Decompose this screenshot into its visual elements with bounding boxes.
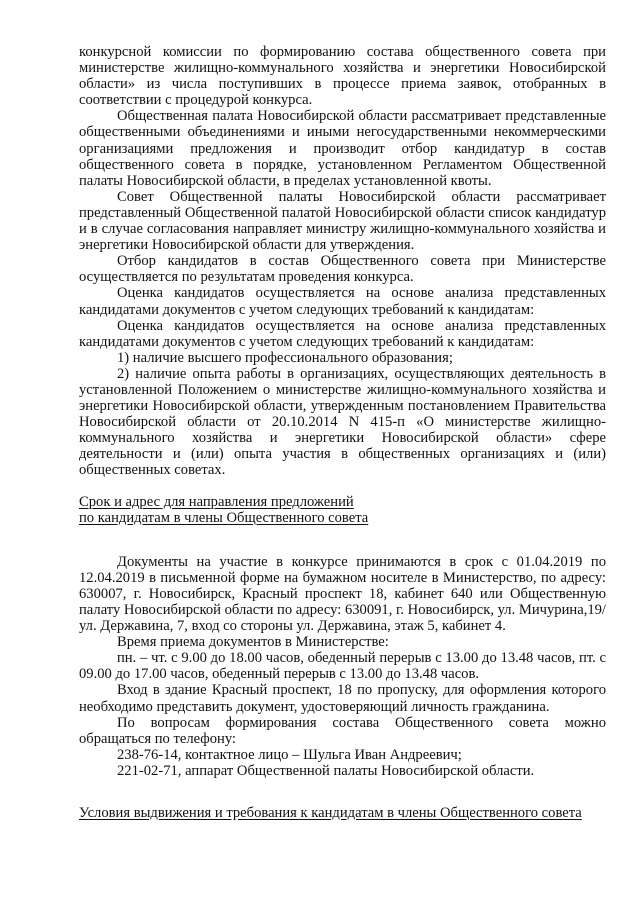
paragraph-commission-selection: конкурсной комиссии по формированию состава общественного совета при министерстве жилищно-коммунального хозяйства и энергетики Новосибирской области» из числа поступивших в процессе приема заявок, отобранных в соответствии с процедурой конкурса. (79, 44, 606, 109)
section-heading-line-2: по кандидатам в члены Общественного совета (79, 509, 369, 526)
contact-phone-2: 221-02-71, аппарат Общественной палаты Новосибирской области. (117, 762, 535, 779)
paragraph-reception-hours-title: Время приема документов в Министерстве: (117, 634, 389, 651)
paragraph-submission-dates: Документы на участие в конкурсе принимаются в срок с 01.04.2019 по 12.04.2019 в письменной форме на бумажном носителе в Министерство, по адресу: 630007, г. Новосибирск, Красный проспект 18, кабинет 640 или Общественную палату Новосибирской области по адресу: 630091, г. Новосибирск, ул. Мичурина,19/ ул. Державина, 7, вход со стороны ул. Державина, этаж 5, кабинет 4. (79, 553, 606, 635)
section-heading-line-1: Срок и адрес для направления предложений (79, 493, 354, 510)
spacer (79, 479, 606, 494)
requirement-item-experience: 2) наличие опыта работы в организациях, осуществляющих деятельность в установленной Положением о министерстве жилищно-коммунального хозяйства и энергетики Новосибирской области, утвержденным постановлением Правительства Новосибирской области от 20.10.2014 N 415-п «О министерстве жилищно-коммунального хозяйства и энергетики Новосибирской области» сфере деятельности и (или) опыта участия в общественных организациях и (или) общественных советах. (79, 365, 606, 479)
requirement-item-education: 1) наличие высшего профессионального образования; (117, 349, 453, 366)
spacer (79, 779, 606, 805)
contact-phone-1: 238-76-14, контактное лицо – Шульга Иван Андреевич; (117, 746, 462, 763)
paragraph-council-approval: Совет Общественной палаты Новосибирской области рассматривает представленный Общественной палатой Новосибирской области список кандидатур и в случае согласования направляет министру жилищно-коммунального хозяйства и энергетики Новосибирской области для утверждения. (79, 188, 606, 254)
paragraph-reception-hours: пн. – чт. с 9.00 до 18.00 часов, обеденный перерыв с 13.00 до 13.48 часов, пт. с 09.00 до 17.00 часов, обеденный перерыв с 13.00 до 13.48 часов. (79, 650, 606, 683)
paragraph-evaluation-1: Оценка кандидатов осуществляется на основе анализа представленных кандидатами документов с учетом следующих требований к кандидатам: (79, 285, 606, 318)
paragraph-building-entry: Вход в здание Красный проспект, 18 по пропуску, для оформления которого необходимо представить документ, удостоверяющий личность гражданина. (79, 682, 606, 715)
spacer (79, 526, 606, 554)
paragraph-competition-selection: Отбор кандидатов в состав Общественного совета при Министерстве осуществляется по результатам проведения конкурса. (79, 253, 606, 286)
paragraph-chamber-review: Общественная палата Новосибирской области рассматривает представленные общественными объединениями и иными негосударственными некоммерческими организациями предложения и производит отбор кандидатур в состав общественного совета в порядке, установленном Регламентом Общественной палаты Новосибирской области, в пределах установленной квоты. (79, 108, 606, 189)
paragraph-contacts-intro: По вопросам формирования состава Общественного совета можно обращаться по телефону: (79, 714, 606, 747)
paragraph-evaluation-2: Оценка кандидатов осуществляется на основе анализа представленных кандидатами документов с учетом следующих требований к кандидатам: (79, 317, 606, 350)
section-heading-conditions: Условия выдвижения и требования к кандидатам в члены Общественного совета (79, 805, 582, 822)
